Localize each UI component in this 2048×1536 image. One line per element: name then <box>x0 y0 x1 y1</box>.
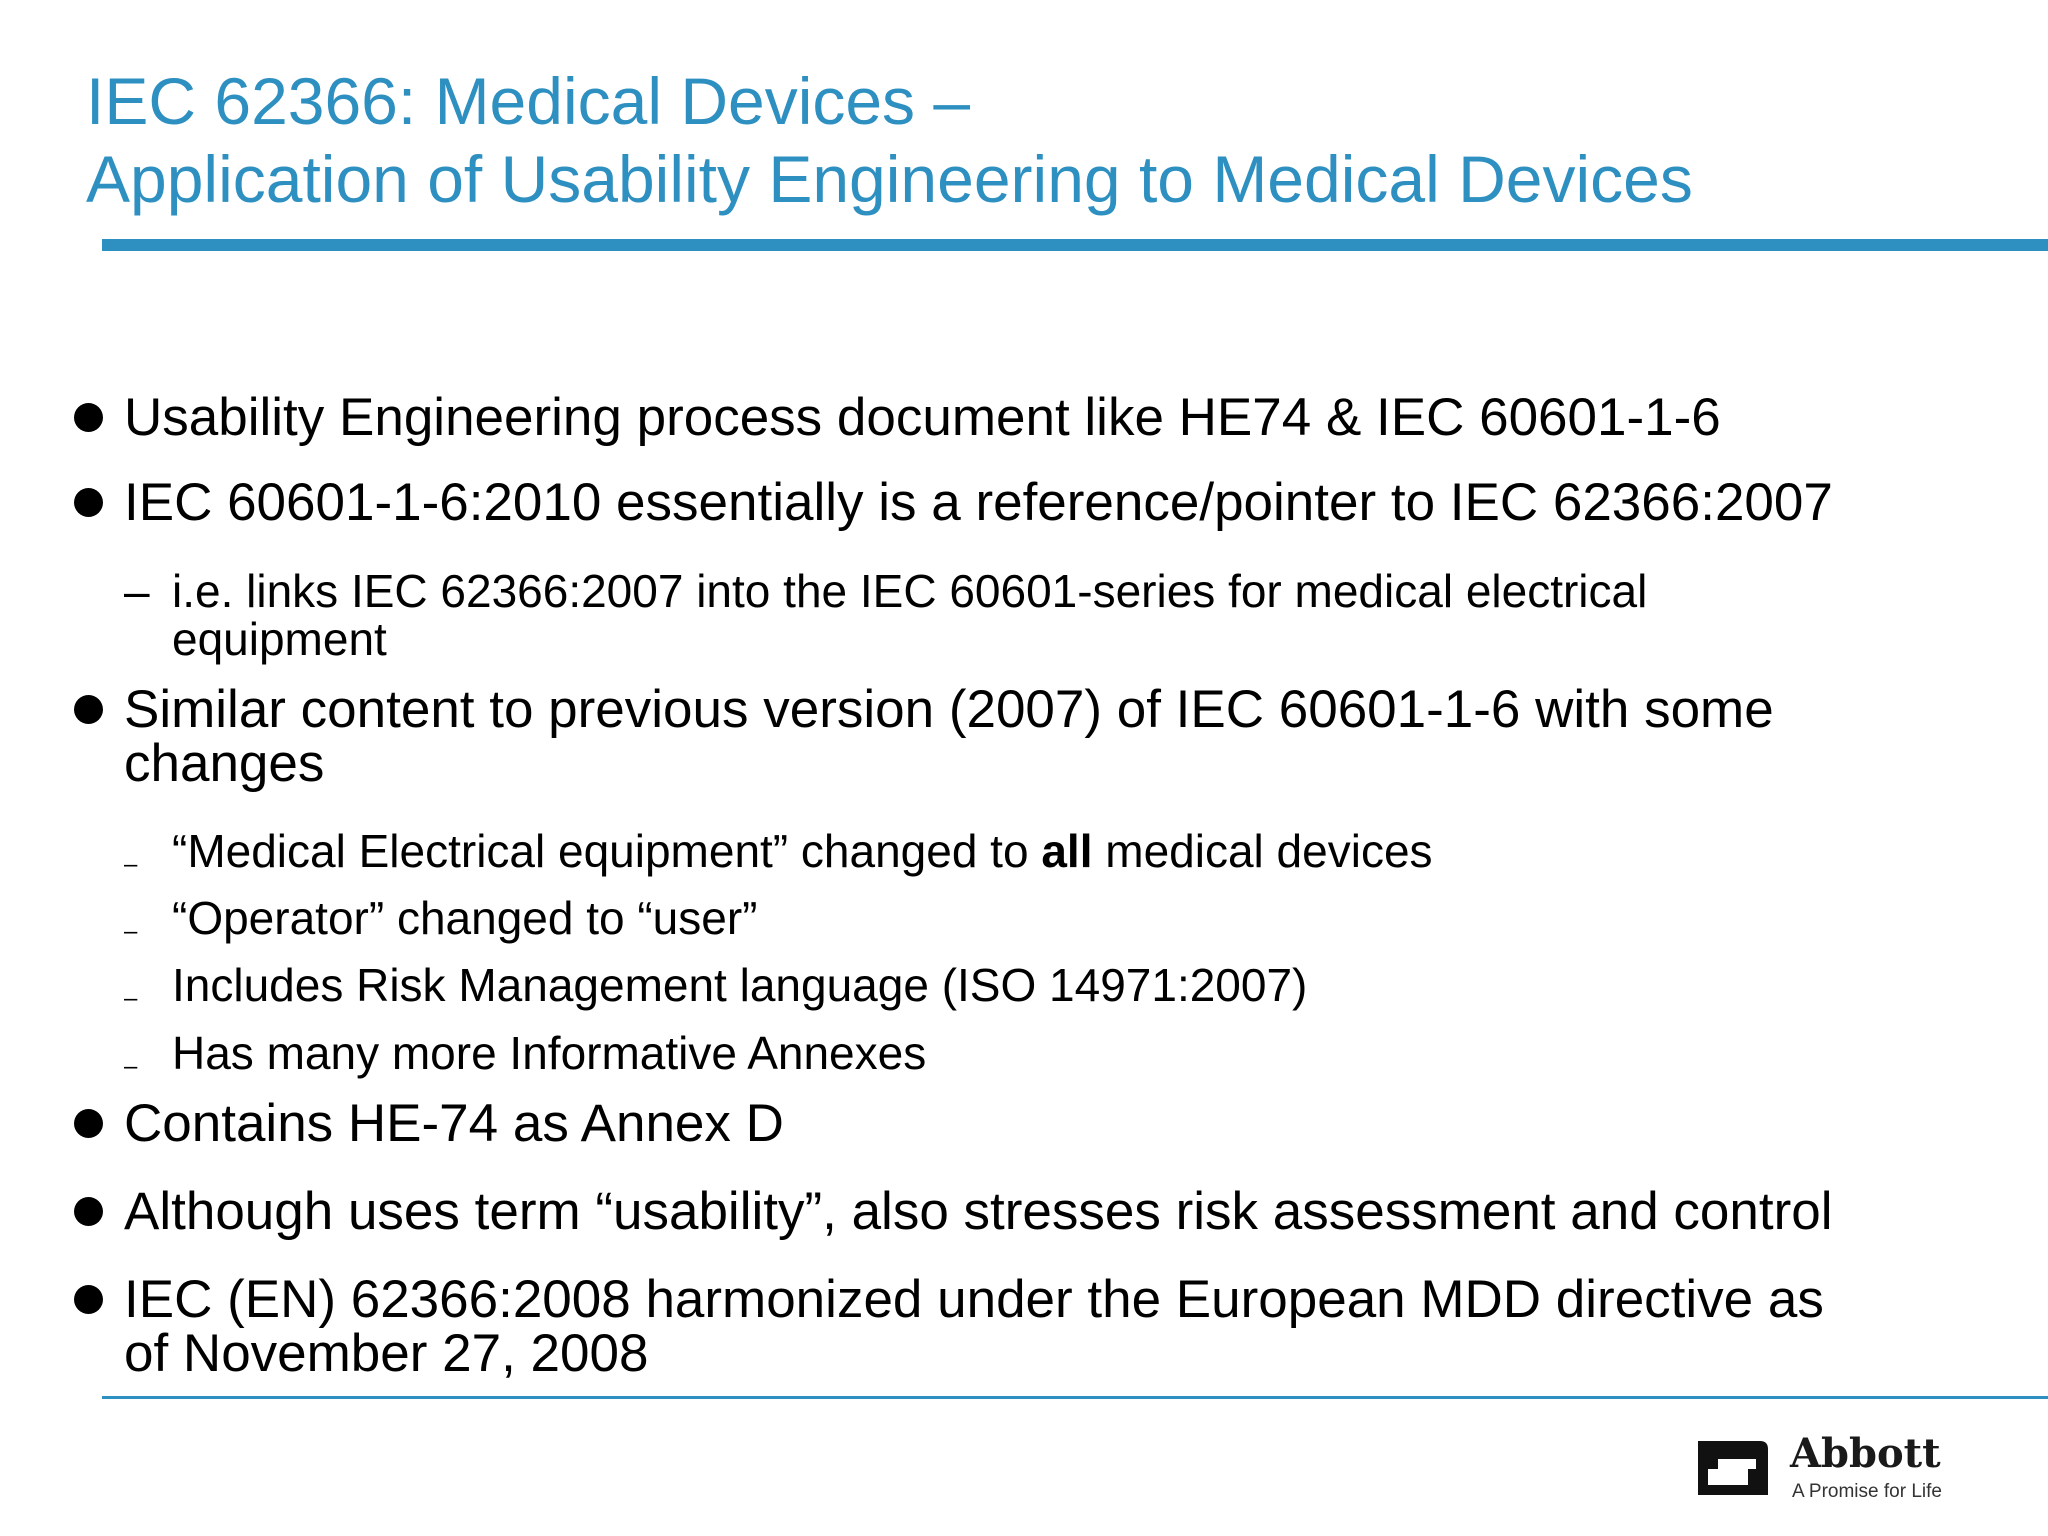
sub-bullet-links-continued <box>124 614 387 664</box>
bullet-dot-icon <box>74 1197 103 1226</box>
sub-bullet-dash: – <box>124 1053 138 1080</box>
sub-bullet-medical-devices <box>124 826 1433 876</box>
sub-bullet-operator <box>124 893 758 943</box>
title-divider <box>102 239 2048 251</box>
bullet-dot-icon <box>74 488 103 517</box>
bullet-text: Contains HE-74 as Annex D <box>124 1094 784 1153</box>
sub-bullet-text-line-2: equipment <box>172 613 387 665</box>
logo-tagline: A Promise for Life <box>1792 1481 1942 1502</box>
sub-bullet-text: Includes Risk Management language (ISO 14971:2007) <box>172 959 1308 1011</box>
sub-bullet-text <box>172 826 1433 876</box>
sub-bullet-text: “Operator” changed to “user” <box>172 892 758 944</box>
abbott-logo <box>1692 1430 1954 1505</box>
sub-bullet-annexes <box>124 1028 926 1078</box>
sub-bullet-links <box>124 566 1647 616</box>
sub-bullet-dash: – <box>124 851 138 878</box>
bullet-item-1 <box>74 388 1721 447</box>
sub-bullet-dash: – <box>124 565 150 617</box>
bullet-item-2 <box>74 473 1833 532</box>
sub-bullet-text-part-1: “Medical Electrical equipment” changed to <box>172 825 1042 877</box>
slide-title-line-1: IEC 62366: Medical Devices – <box>86 64 971 138</box>
slide-title <box>86 62 1693 218</box>
bullet-text: IEC 60601-1-6:2010 essentially is a reference/pointer to IEC 62366:2007 <box>124 473 1833 532</box>
abbott-logo-icon <box>1692 1433 1774 1503</box>
bullet-item-4 <box>74 1094 784 1153</box>
bullet-dot-icon <box>74 695 103 724</box>
footer-divider <box>102 1396 2048 1399</box>
sub-bullet-dash: – <box>124 985 138 1012</box>
bullet-item-3 <box>74 680 1774 793</box>
logo-wordmark: Abbott <box>1790 1430 1941 1477</box>
sub-bullet-dash: – <box>124 918 138 945</box>
bullet-text-line-2: of November 27, 2008 <box>124 1324 649 1383</box>
sub-bullet-text-part-2: medical devices <box>1092 825 1433 877</box>
bullet-dot-icon <box>74 1109 103 1138</box>
bullet-text-line-2: changes <box>124 734 325 793</box>
bullet-dot-icon <box>74 403 103 432</box>
bullet-item-6 <box>74 1270 1824 1383</box>
bullet-dot-icon <box>74 1285 103 1314</box>
bullet-text: Usability Engineering process document like HE74 & IEC 60601-1-6 <box>124 388 1721 447</box>
sub-bullet-risk-management <box>124 960 1307 1010</box>
bullet-text-line-1: Similar content to previous version (2007) of IEC 60601-1-6 with some <box>124 680 1774 739</box>
sub-bullet-text: Has many more Informative Annexes <box>172 1027 927 1079</box>
bullet-text: Although uses term “usability”, also stresses risk assessment and control <box>124 1182 1833 1241</box>
bullet-text-line-1: IEC (EN) 62366:2008 harmonized under the European MDD directive as <box>124 1270 1824 1329</box>
slide-title-line-2: Application of Usability Engineering to Medical Devices <box>86 142 1693 216</box>
sub-bullet-emphasis: all <box>1041 825 1093 877</box>
sub-bullet-text-line-1: i.e. links IEC 62366:2007 into the IEC 60601-series for medical electrical <box>172 565 1648 617</box>
bullet-item-5 <box>74 1182 1833 1241</box>
